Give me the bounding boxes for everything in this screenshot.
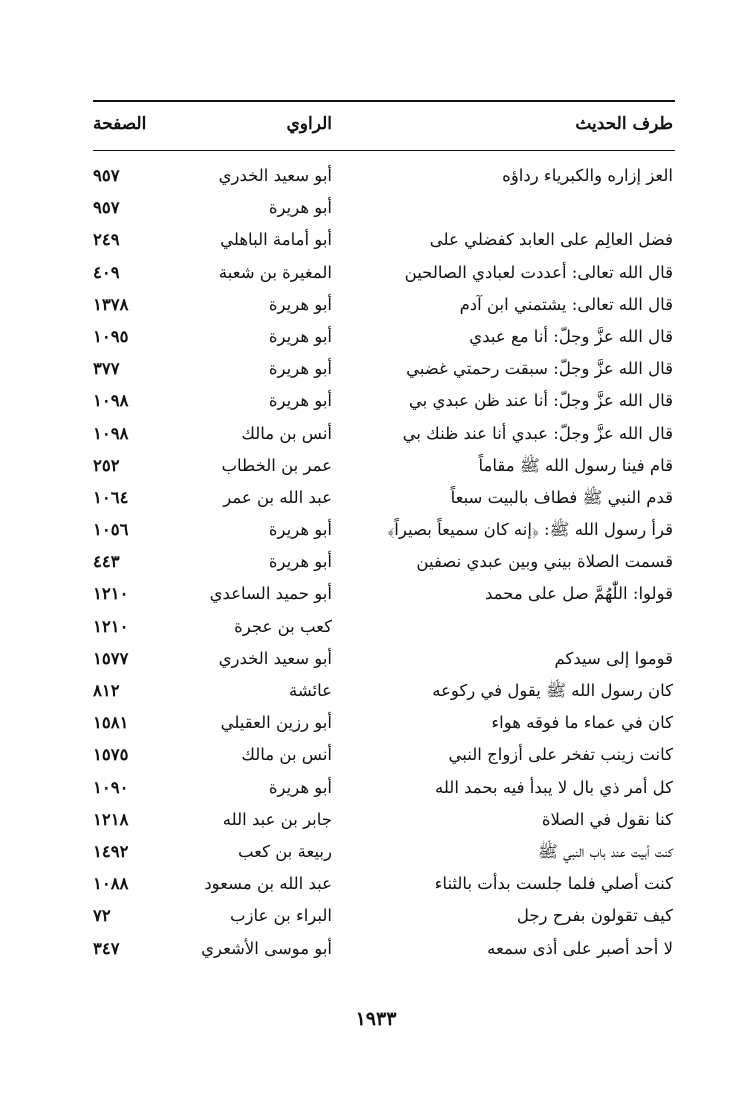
table-row [0,424,752,456]
page-cell: ٤٤٣ [93,552,120,572]
table-row [0,649,752,681]
narrator-cell: أبو هريرة [268,359,332,379]
header-hadith: طرف الحديث [575,114,673,134]
table-row [0,906,752,938]
narrator-cell: أنس بن مالك [241,423,332,443]
header-rule [93,150,675,151]
page-cell: ١٥٧٥ [93,745,129,765]
hadith-cell: قسمت الصلاة بيني وبين عبدي نصفين [416,552,673,572]
narrator-cell: جابر بن عبد الله [222,809,332,829]
narrator-cell: أبو أمامة الباهلي [220,230,332,250]
narrator-cell: أبو هريرة [268,391,332,411]
table-row [0,810,752,842]
hadith-cell: كان رسول الله ﷺ يقول في ركوعه [432,681,673,700]
table-row [0,230,752,262]
hadith-cell: قال الله عزَّ وجلّ: أنا مع عبدي [469,326,673,346]
page-cell: ٣٧٧ [93,359,120,379]
table-row [0,327,752,359]
hadith-cell: قوموا إلى سيدكم [554,648,673,668]
page-cell: ١٠٩٨ [93,423,129,443]
hadith-cell: كان في عماء ما فوقه هواء [491,713,673,733]
page-cell: ٩٥٧ [93,198,120,218]
table-row [0,552,752,584]
table-row [0,745,752,777]
index-table [0,166,752,971]
table-row [0,617,752,649]
page-cell: ١٢١٨ [93,809,129,829]
narrator-cell: أبو هريرة [268,777,332,797]
narrator-cell: أبو حميد الساعدي [209,584,332,604]
header-narrator: الراوي [286,114,332,134]
page-cell: ١٠٩٨ [93,391,129,411]
hadith-cell: كل أمر ذي بال لا يبدأ فيه بحمد الله [434,777,673,797]
hadith-cell: العز إزاره والكبرياء رداؤه [502,166,673,185]
page-cell: ٢٤٩ [93,230,120,250]
hadith-cell: كنت أصلي فلما جلست بدأت بالثناء [434,874,673,894]
narrator-cell: عائشة [288,681,332,700]
hadith-cell: قال الله تعالى: أعددت لعبادي الصالحين [404,262,673,282]
page-cell: ١٠٩٠ [93,777,129,797]
table-row [0,391,752,423]
page-cell: ١٠٩٥ [93,326,129,346]
page-cell: ١٥٨١ [93,713,129,733]
hadith-cell: قال الله عزَّ وجلّ: سبقت رحمتي غضبي [406,359,673,379]
table-row [0,874,752,906]
narrator-cell: عبد الله بن مسعود [204,874,332,894]
page-cell: ١٥٧٧ [93,648,129,668]
narrator-cell: أبو سعيد الخدري [218,648,332,668]
table-row [0,295,752,327]
hadith-cell: قام فينا رسول الله ﷺ مقاماً [478,455,673,475]
page-cell: ١٠٦٤ [93,487,129,507]
narrator-cell: أبو سعيد الخدري [218,166,332,185]
narrator-cell: كعب بن عجرة [234,616,332,636]
page-cell: ٨١٢ [93,681,120,700]
table-row [0,778,752,810]
page-cell: ٩٥٧ [93,166,120,185]
page-cell: ٣٤٧ [93,938,120,958]
narrator-cell: أبو موسى الأشعري [201,938,332,958]
page-cell: ٢٥٢ [93,455,120,475]
hadith-cell: فضل العالِم على العابد كفضلي على [429,230,673,250]
table-row [0,681,752,713]
table-row [0,359,752,391]
narrator-cell: أبو هريرة [268,198,332,218]
page-cell: ١٤٩٢ [93,841,129,861]
table-row [0,713,752,745]
narrator-cell: أبو هريرة [268,520,332,540]
page-cell: ١٢١٠ [93,616,129,636]
table-row [0,198,752,230]
page-cell: ١٣٧٨ [93,294,129,314]
narrator-cell: أبو هريرة [268,326,332,346]
page-cell: ٤٠٩ [93,262,120,282]
hadith-cell: قولوا: اللّٰهُمَّ صل على محمد [484,584,673,604]
table-row [0,842,752,874]
table-row [0,166,752,198]
hadith-cell: قال الله عزَّ وجلّ: عبدي أنا عند ظنك بي [402,423,673,443]
hadith-cell: قال الله تعالى: يشتمني ابن آدم [459,294,673,314]
narrator-cell: أبو رزين العقيلي [220,713,332,733]
narrator-cell: ربيعة بن كعب [237,841,332,861]
page-cell: ٧٢ [93,906,111,926]
header-page: الصفحة [93,114,147,134]
hadith-cell: قرأ رسول الله ﷺ: ﴿إنه كان سميعاً بصيراً﴾ [387,520,673,540]
table-row [0,939,752,971]
hadith-cell: كيف تقولون بفرح رجل [516,906,673,926]
narrator-cell: أبو هريرة [268,294,332,314]
narrator-cell: أبو هريرة [268,552,332,572]
hadith-cell: كانت زينب تفخر على أزواج النبي [448,745,673,765]
table-row [0,456,752,488]
narrator-cell: البراء بن عازب [229,906,332,926]
page-number: ١٩٣٣ [355,1008,397,1030]
table-row [0,584,752,616]
hadith-cell: لا أحد أصبر على أذى سمعه [487,938,673,958]
narrator-cell: أنس بن مالك [241,745,332,765]
table-row [0,520,752,552]
narrator-cell: عمر بن الخطاب [221,455,332,475]
narrator-cell: المغيرة بن شعبة [218,262,332,282]
narrator-cell: عبد الله بن عمر [223,487,332,507]
hadith-cell: كنا نقول في الصلاة [541,809,673,829]
table-row [0,263,752,295]
hadith-cell: كنت أبيت عند باب النبي ﷺ [537,841,673,861]
page-cell: ١٢١٠ [93,584,129,604]
page-cell: ١٠٨٨ [93,874,129,894]
hadith-cell: قدم النبي ﷺ فطاف بالبيت سبعاً [450,487,673,507]
page-cell: ١٠٥٦ [93,520,129,540]
top-rule [93,100,675,102]
hadith-cell: قال الله عزَّ وجلّ: أنا عند ظن عبدي بي [408,391,673,411]
table-row [0,488,752,520]
